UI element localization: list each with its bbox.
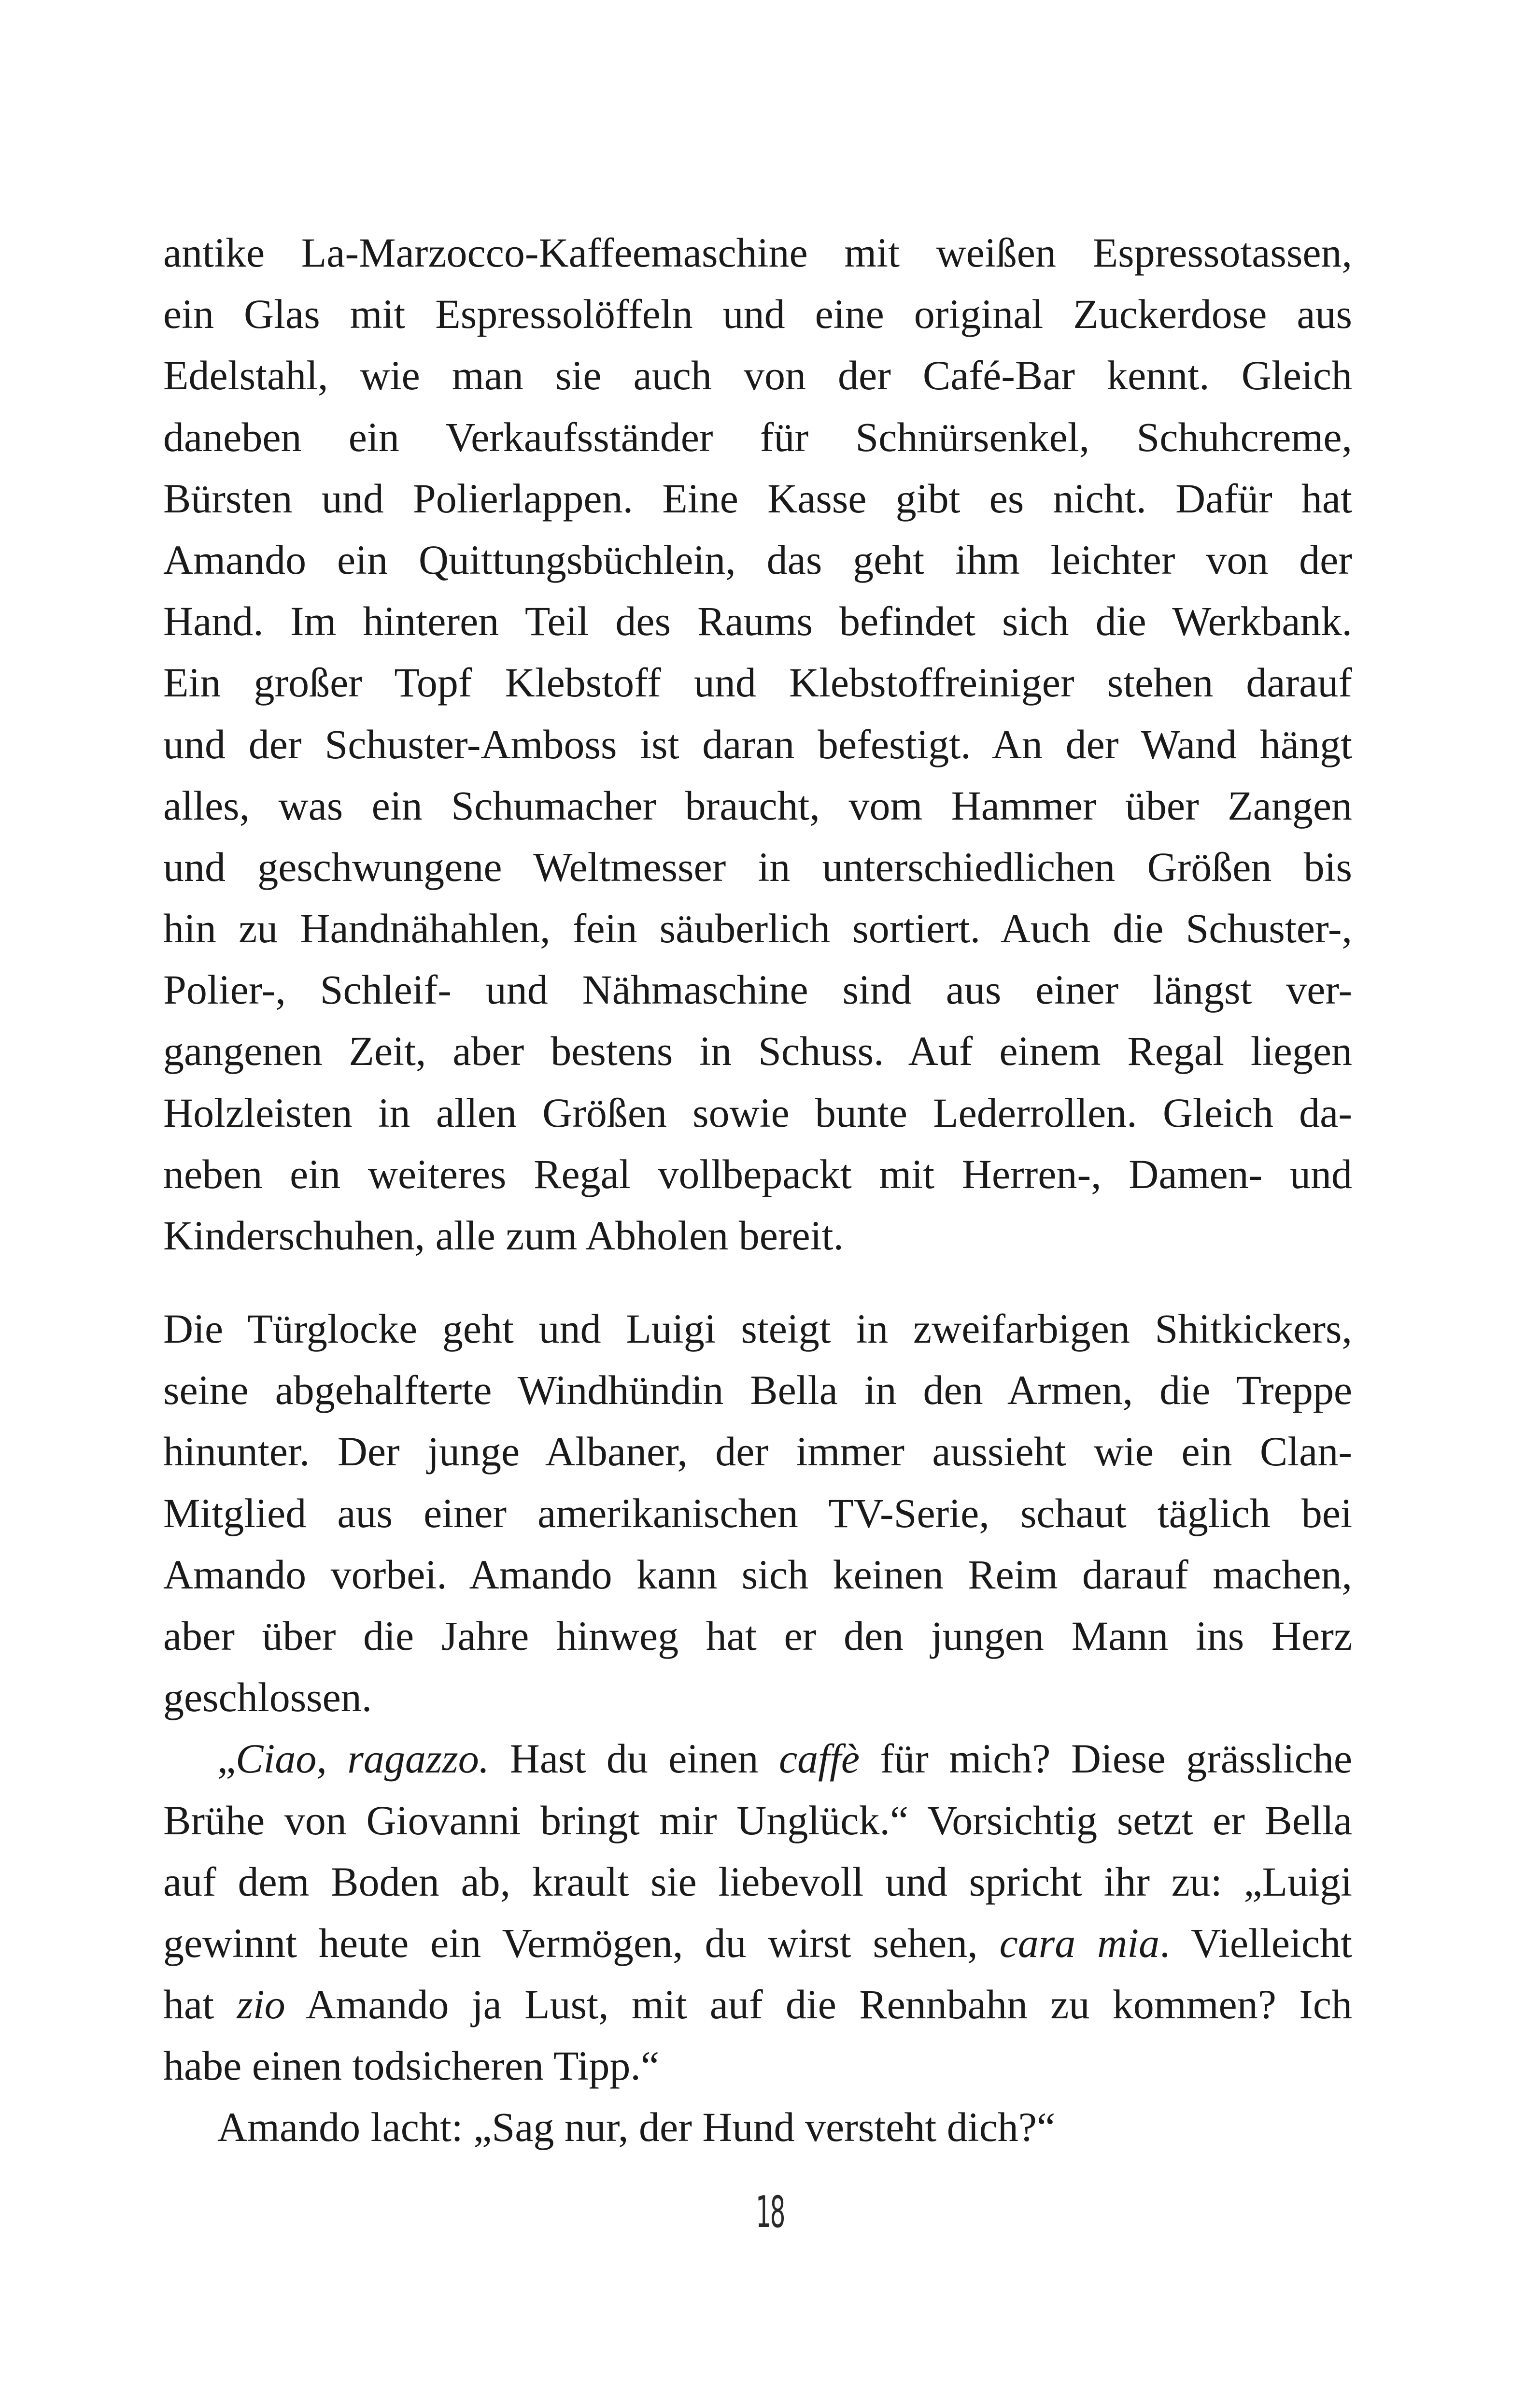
italic-phrase: caffè (778, 1735, 860, 1782)
italic-phrase: cara mia (999, 1919, 1160, 1966)
text-line: Polier-, Schleif- und Nähmaschine sind aus einer längst ver- (163, 966, 1352, 1013)
paragraph-workshop-description (163, 222, 1352, 1266)
text-line: Mitglied aus einer amerikanischen TV-Serie, schaut täglich bei (163, 1489, 1352, 1536)
text-line: Edelstahl, wie man sie auch von der Café-Bar kennt. Gleich (163, 352, 1352, 399)
text-line: Holzleisten in allen Größen sowie bunte Lederrollen. Gleich da- (163, 1089, 1352, 1136)
text-line: aber über die Jahre hinweg hat er den jungen Mann ins Herz (163, 1612, 1352, 1659)
dialogue-line (163, 1974, 1352, 2035)
text-line: geschlossen. (163, 1674, 372, 1721)
text-line: daneben ein Verkaufsständer für Schnürsenkel, Schuhcreme, (163, 413, 1352, 460)
text-line: antike La-Marzocco-Kaffeemaschine mit weißen Espressotassen, (163, 229, 1352, 276)
text-line: Amando ein Quittungsbüchlein, das geht ihm leichter von der (163, 536, 1352, 583)
text-line: Bürsten und Polierlappen. Eine Kasse gibt es nicht. Dafür hat (163, 475, 1352, 522)
text-line: hin zu Handnähahlen, fein säuberlich sortiert. Auch die Schuster-, (163, 905, 1352, 952)
italic-phrase: zio (237, 1981, 285, 2028)
dialogue-line: Brühe von Giovanni bringt mir Unglück.“ Vorsichtig setzt er Bella (163, 1797, 1352, 1843)
text-fragment: Amando ja Lust, mit auf die Rennbahn zu kommen? Ich (285, 1981, 1352, 2028)
text-fragment: Hast du einen (489, 1735, 779, 1782)
text-fragment: für mich? Diese grässliche (860, 1735, 1352, 1782)
text-line: und der Schuster-Amboss ist daran befestigt. An der Wand hängt (163, 721, 1352, 767)
text-line: hinunter. Der junge Albaner, der immer aussieht wie ein Clan- (163, 1428, 1352, 1475)
text-line: und geschwungene Weltmesser in unterschiedlichen Größen bis (163, 843, 1352, 890)
text-line: Die Türglocke geht und Luigi steigt in zweifarbigen Shitkickers, (163, 1305, 1352, 1352)
text-line: gangenen Zeit, aber bestens in Schuss. Auf einem Regal liegen (163, 1028, 1352, 1075)
dialogue-line (163, 1913, 1352, 1974)
dialogue-line: habe einen todsicheren Tipp.“ (163, 2042, 660, 2089)
italic-phrase: Ciao, ragazzo. (236, 1735, 490, 1782)
dialogue-line: auf dem Boden ab, krault sie liebevoll und spricht ihr zu: „Luigi (163, 1858, 1352, 1905)
dialogue-line (163, 1728, 1352, 1789)
text-fragment: gewinnt heute ein Vermögen, du wirst sehen, (163, 1919, 1000, 1966)
text-fragment: . Vielleicht (1159, 1919, 1352, 1966)
text-line: ein Glas mit Espressolöffeln und eine original Zuckerdose aus (163, 291, 1352, 338)
page-number: 18 (756, 2187, 784, 2238)
dialogue-line: Amando lacht: „Sag nur, der Hund versteht dich?“ (217, 2104, 1056, 2151)
text-line: seine abgehalfterte Windhündin Bella in den Armen, die Treppe (163, 1367, 1352, 1414)
text-line: Kinderschuhen, alle zum Abholen bereit. (163, 1212, 844, 1259)
text-fragment: „ (217, 1735, 236, 1782)
text-line: neben ein weiteres Regal vollbepackt mit Herren-, Damen- und (163, 1150, 1352, 1197)
text-line: Hand. Im hinteren Teil des Raums befindet sich die Werkbank. (163, 598, 1352, 645)
paragraph-luigi-arrives (163, 1298, 1352, 2158)
text-line: Ein großer Topf Klebstoff und Klebstoffreiniger stehen darauf (163, 659, 1352, 706)
text-line: alles, was ein Schumacher braucht, vom Hammer über Zangen (163, 782, 1352, 829)
text-line: Amando vorbei. Amando kann sich keinen Reim darauf machen, (163, 1551, 1352, 1598)
text-fragment: hat (163, 1981, 237, 2028)
